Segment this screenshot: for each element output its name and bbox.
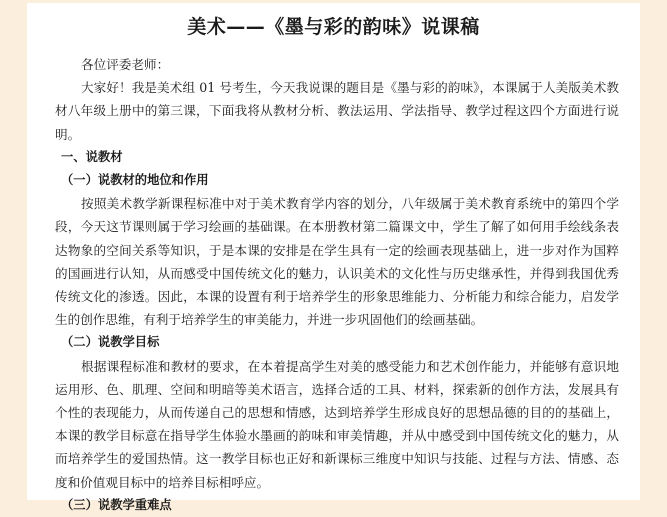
document-page bbox=[27, 3, 640, 512]
paragraph-2: 根据课程标准和教材的要求，在本着提高学生对美的感受能力和艺术创作能力，并能够有意识地运用形、色、肌理、空间和明暗等美术语言，选择合适的工具、材料，探索新的创作方法，发展具有个性的表现能力，从而传递自己的思想和情感，达到培养学生形成良好的思想品德的目的的基础上，本课的教学目标意在指导学生体验水墨画的韵味和审美情趣，并从中感受到中国传统文化的魅力，从而培养学生的爱国热情。这一教学目标也正好和新课标三维度中知识与技能、过程与方法、情感、态度和价值观目标中的培养目标相呼应。 bbox=[55, 358, 619, 490]
subsection-heading-3: （三）说教学重难点 bbox=[61, 497, 172, 512]
subsection-heading-1: （一）说教材的地位和作用 bbox=[61, 173, 209, 188]
section-heading-1: 一、说教材 bbox=[61, 149, 123, 164]
document-body bbox=[55, 53, 619, 517]
greeting: 各位评委老师： bbox=[81, 57, 170, 72]
intro-paragraph: 大家好！我是美术组 01 号考生，今天我说课的题目是《墨与彩的韵味》，本课属于人美版美术教材八年级上册中的第三课，下面我将从教材分析、教法运用、学法指导、教学过程这四个方面进行说明。 bbox=[55, 80, 619, 142]
paragraph-1: 按照美术教学新课程标准中对于美术教育学内容的划分，八年级属于美术教育系统中的第四个学段，今天这节课则属于学习绘画的基础课。在本册教材第二篇课文中，学生了解了如何用手绘线条表达物象的空间关系等知识，于是本课的安排是在学生具有一定的绘画表现基础上，进一步对作为国粹的国画进行认知，从而感受中国传统文化的魅力，认识美术的文化性与历史继承性，并得到我国优秀传统文化的渗透。因此，本课的设置有利于培养学生的形象思维能力、分析能力和综合能力，启发学生的创作思维，有利于培养学生的审美能力，并进一步巩固他们的绘画基础。 bbox=[55, 196, 619, 328]
document-title: 美术——《墨与彩的韵味》说课稿 bbox=[187, 16, 480, 38]
subsection-heading-2: （二）说教学目标 bbox=[61, 335, 160, 350]
